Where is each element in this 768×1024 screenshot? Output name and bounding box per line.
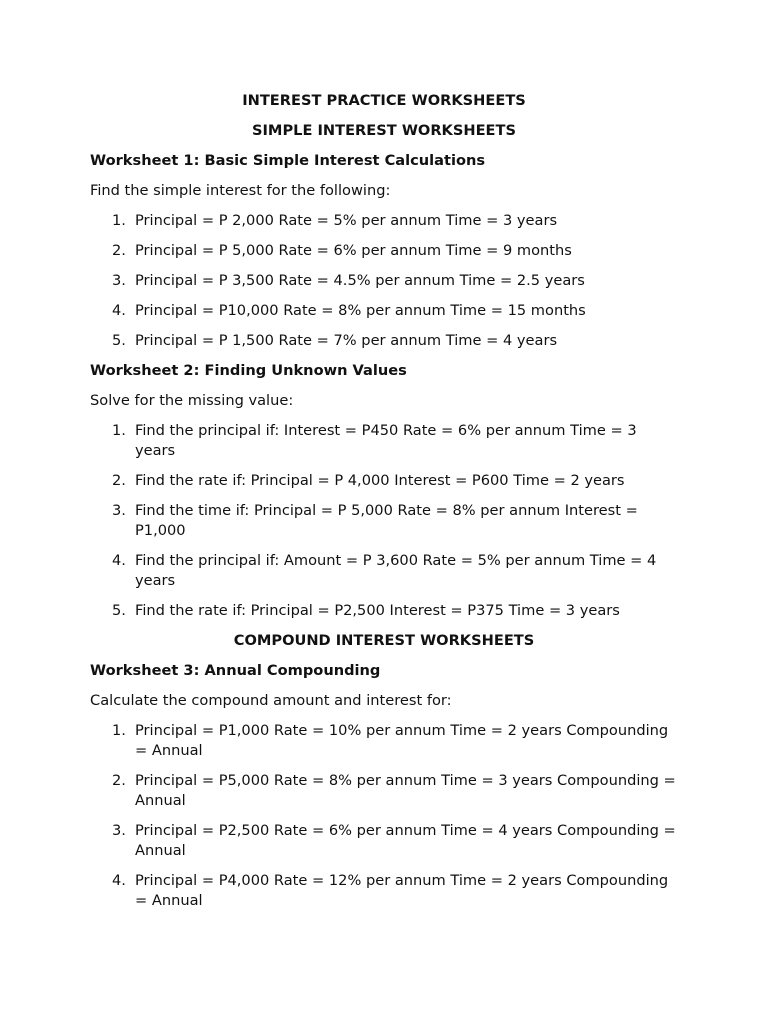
document-title: INTEREST PRACTICE WORKSHEETS bbox=[242, 92, 526, 109]
simple-interest-section-title: SIMPLE INTEREST WORKSHEETS bbox=[251, 122, 516, 139]
list-item bbox=[90, 471, 677, 491]
item-number: 2. bbox=[112, 242, 126, 259]
list-item bbox=[90, 301, 677, 321]
list-item bbox=[90, 211, 677, 231]
list-item bbox=[90, 501, 677, 541]
item-text: Principal = P10,000 Rate = 8% per annum Time = 15 months bbox=[135, 302, 586, 319]
worksheet-2-list bbox=[90, 421, 678, 621]
worksheet-3-heading: Worksheet 3: Annual Compounding bbox=[90, 662, 381, 679]
item-text: Find the rate if: Principal = P 4,000 Interest = P600 Time = 2 years bbox=[135, 472, 625, 489]
item-text: Principal = P 5,000 Rate = 6% per annum Time = 9 months bbox=[135, 242, 572, 259]
item-number: 5. bbox=[112, 602, 126, 619]
list-item bbox=[90, 771, 677, 811]
item-text: Principal = P5,000 Rate = 8% per annum Time = 3 years Compounding = Annual bbox=[135, 772, 676, 809]
worksheet-3-list bbox=[90, 721, 678, 911]
item-text: Find the principal if: Interest = P450 Rate = 6% per annum Time = 3 years bbox=[135, 422, 637, 459]
list-item bbox=[90, 601, 677, 621]
list-item bbox=[90, 721, 677, 761]
worksheet-1-heading: Worksheet 1: Basic Simple Interest Calculations bbox=[90, 152, 486, 169]
list-item bbox=[90, 871, 677, 911]
item-number: 3. bbox=[112, 822, 126, 839]
list-item bbox=[90, 271, 677, 291]
list-item bbox=[90, 241, 677, 261]
item-text: Find the rate if: Principal = P2,500 Interest = P375 Time = 3 years bbox=[135, 602, 620, 619]
list-item bbox=[90, 821, 677, 861]
worksheet-1-list bbox=[90, 211, 678, 351]
item-number: 1. bbox=[112, 212, 126, 229]
item-number: 5. bbox=[112, 332, 126, 349]
compound-interest-section-title: COMPOUND INTEREST WORKSHEETS bbox=[233, 632, 535, 649]
item-text: Principal = P 3,500 Rate = 4.5% per annum Time = 2.5 years bbox=[135, 272, 585, 289]
item-text: Find the time if: Principal = P 5,000 Rate = 8% per annum Interest = P1,000 bbox=[135, 502, 638, 539]
item-number: 1. bbox=[112, 722, 126, 739]
list-item bbox=[90, 421, 677, 461]
item-text: Principal = P1,000 Rate = 10% per annum Time = 2 years Compounding = Annual bbox=[135, 722, 669, 759]
worksheet-1-instruction: Find the simple interest for the following: bbox=[90, 182, 391, 199]
item-number: 3. bbox=[112, 502, 126, 519]
item-text: Principal = P2,500 Rate = 6% per annum Time = 4 years Compounding = Annual bbox=[135, 822, 676, 859]
item-number: 4. bbox=[112, 552, 126, 569]
item-number: 1. bbox=[112, 422, 126, 439]
item-text: Principal = P 1,500 Rate = 7% per annum Time = 4 years bbox=[135, 332, 558, 349]
item-number: 2. bbox=[112, 472, 126, 489]
worksheet-2-instruction: Solve for the missing value: bbox=[90, 392, 294, 409]
item-number: 4. bbox=[112, 302, 126, 319]
worksheet-2-heading: Worksheet 2: Finding Unknown Values bbox=[90, 362, 407, 379]
item-text: Principal = P 2,000 Rate = 5% per annum Time = 3 years bbox=[135, 212, 558, 229]
item-number: 3. bbox=[112, 272, 126, 289]
worksheet-3-instruction: Calculate the compound amount and interest for: bbox=[90, 692, 452, 709]
item-number: 4. bbox=[112, 872, 126, 889]
list-item bbox=[90, 331, 677, 351]
item-number: 2. bbox=[112, 772, 126, 789]
list-item bbox=[90, 551, 677, 591]
item-text: Find the principal if: Amount = P 3,600 Rate = 5% per annum Time = 4 years bbox=[135, 552, 657, 589]
item-text: Principal = P4,000 Rate = 12% per annum Time = 2 years Compounding = Annual bbox=[135, 872, 669, 909]
